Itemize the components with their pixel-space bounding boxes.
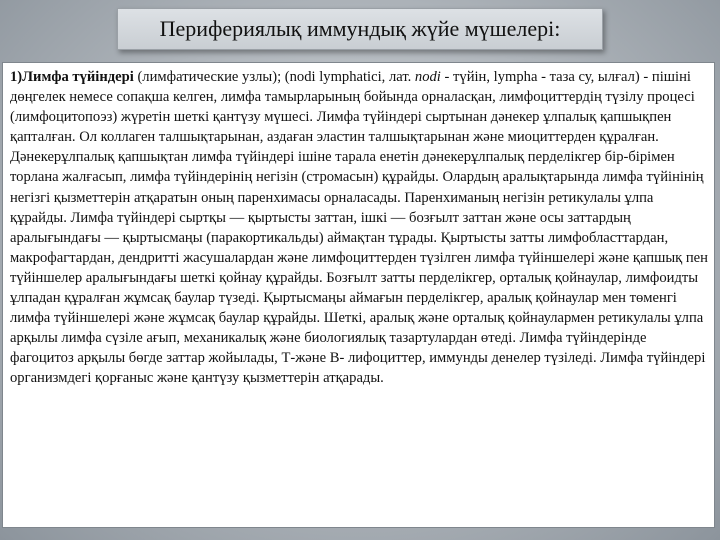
content-paragraph bbox=[10, 67, 708, 389]
term-lymph-nodes: 1)Лимфа түйіндері bbox=[10, 69, 134, 85]
term-nodi: nodi bbox=[414, 69, 441, 85]
content-box bbox=[2, 62, 715, 528]
content-text-2: - түйін, lympha - таза су, ылғал) - пішіні дөңгелек немесе сопақша келген, лимфа тамырларының бойында орналасқан, лимфоциттердің түзілу процесі (лимфоцитопоэз) жүретін шеткі қантүзу мүшесі. Лимфа түйіндері сыртынан дәнекер ұлпалық қапшықпен қапталған. Ол коллаген талшықтарынан, аздаған эластин талшықтарынан және миоциттерден құралған. Дәнекерұлпалық қапшықтан лимфа түйіндері ішіне тарала енетін дәнекерұлпалық перделікгер бір-бірімен торлана жалғасып, лимфа түйіндерінің негізін (стромасын) құрайды. Олардың аралықтарында лимфа түйінінің негізгі қызметтерін атқаратын оның паренхимасы орналасады. Паренхиманың негізін ретикулалы ұлпа құрайды. Лимфа түйіндері сыртқы — қыртысты заттан, ішкі — бозғылт заттан және осы заттардың аралығындағы — қыртысмаңы (паракортикальды) аймақтан тұрады. Қыртысты затты лимфобласттардан, макрофагтардан, дендритті жасушалардан және лимфоциттерден түзілген лимфа түйіншелері және қапшық пен түйіншелер аралығындағы шеткі қойнау құрайды. Бозғылт затты перделікгер, орталық қойнаулар, лимфоидты ұлпадан құралған жұмсақ баулар түзеді. Қыртысмаңы аймағын перделікгер, аралық қойнаулар мен төменгі лимфа түйіншелері және жұмсақ баулар құрайды. Шеткі, аралық және орталық қойнаулармен ретикулалы ұлпа арқылы лимфа сүзіле ағып, механикалық және биологиялық тазартулардан өтеді. Лимфа түйіндерінде фагоцитоз арқылы бөгде заттар жойылады, Т-және В- лифоциттер, иммунды денелер түзіледі. Лимфа түйіндері организмдегі қорғаныс және қантүзу қызметтерін атқарады. bbox=[10, 69, 708, 387]
slide-title: Перифериялық иммундық жүйе мүшелері: bbox=[159, 16, 561, 41]
title-box bbox=[117, 8, 603, 50]
content-text-1: (лимфатические узлы); (nodi lymphatici, лат. bbox=[133, 69, 415, 85]
